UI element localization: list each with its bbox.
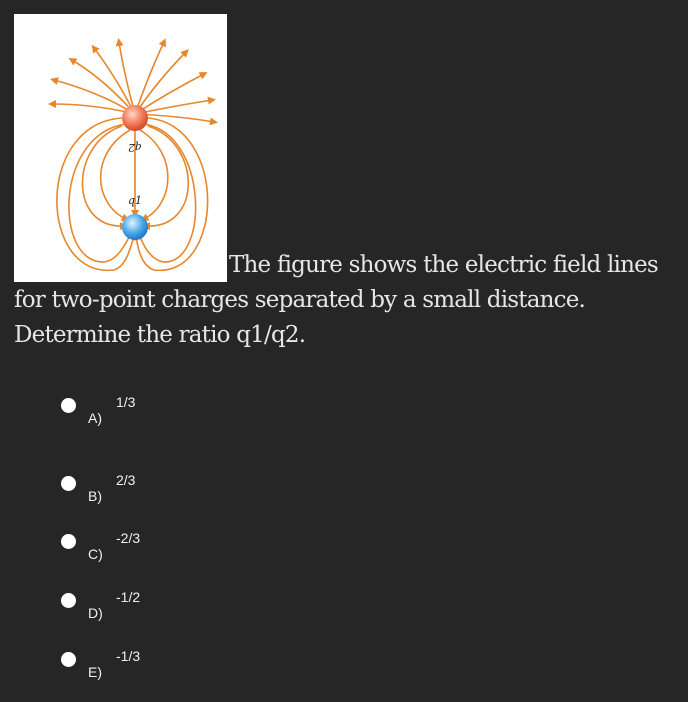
radio-button[interactable] [61, 652, 76, 667]
option-letter: C) [88, 546, 103, 562]
option-value: 1/3 [116, 394, 136, 410]
radio-button[interactable] [61, 476, 76, 491]
electric-field-figure [14, 14, 227, 282]
q2-label: q2 [127, 141, 143, 154]
radio-button[interactable] [61, 398, 76, 413]
question-line-1: The figure shows the electric field lines [229, 252, 658, 278]
option-value: -1/3 [116, 648, 141, 664]
q1-label: q1 [127, 194, 143, 207]
radio-button[interactable] [61, 534, 76, 549]
option-letter: E) [88, 664, 102, 680]
radio-button[interactable] [61, 593, 76, 608]
option-value: -2/3 [116, 530, 141, 546]
option-letter: D) [88, 605, 103, 621]
option-letter: B) [88, 488, 102, 504]
option-e[interactable] [58, 650, 258, 690]
option-value: 2/3 [116, 472, 136, 488]
option-b[interactable] [58, 474, 258, 514]
charge-q1 [122, 214, 148, 240]
option-c[interactable] [58, 532, 258, 572]
option-a[interactable] [58, 396, 258, 436]
question-line-3: Determine the ratio q1/q2. [14, 322, 306, 348]
question-line-2: for two-point charges separated by a small distance. [14, 287, 586, 313]
question-text [14, 248, 682, 353]
option-letter: A) [88, 410, 102, 426]
option-value: -1/2 [116, 589, 141, 605]
option-d[interactable] [58, 591, 258, 631]
field-lines-diagram [14, 14, 227, 282]
charge-q2 [122, 105, 148, 131]
